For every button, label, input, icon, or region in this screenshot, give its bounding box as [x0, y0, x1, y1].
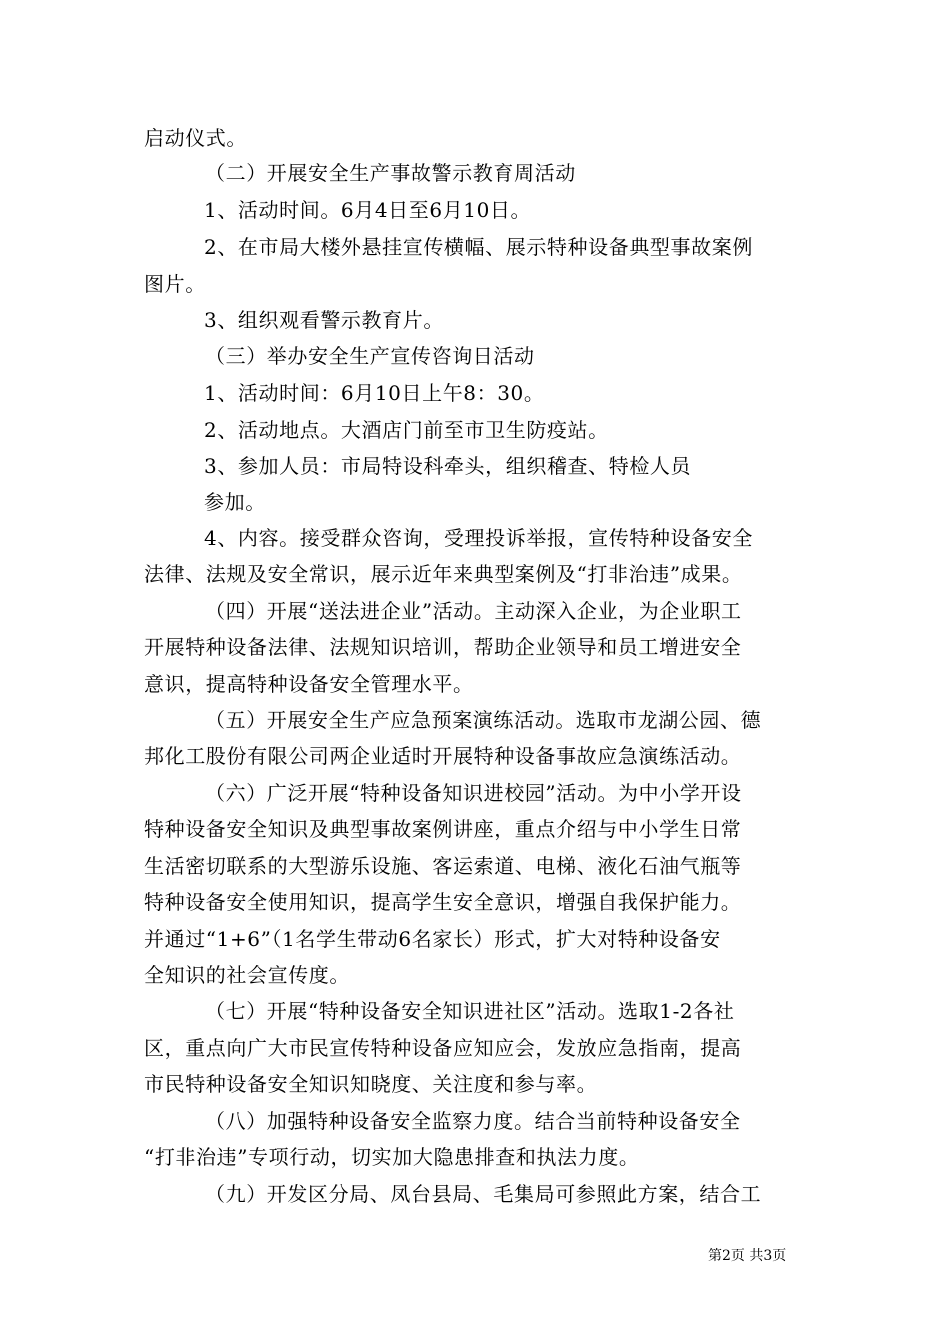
- text-line: （四）开展“送法进企业”活动。主动深入企业，为企业职工: [205, 599, 742, 623]
- text-line: “打非治违”专项行动，切实加大隐患排查和执法力度。: [144, 1145, 640, 1169]
- text-line: 区，重点向广大市民宣传特种设备应知应会，发放应急指南，提高: [144, 1036, 742, 1060]
- text-line: （九）开发区分局、凤台县局、毛集局可参照此方案，结合工: [205, 1182, 762, 1206]
- text-line: 3、组织观看警示教育片。: [204, 308, 444, 332]
- text-line: 意识，提高特种设备安全管理水平。: [144, 672, 474, 696]
- text-line: 启动仪式。: [144, 126, 247, 150]
- text-line: 生活密切联系的大型游乐设施、客运索道、电梯、液化石油气瓶等: [144, 854, 742, 878]
- text-line: 图片。: [144, 272, 206, 296]
- text-line: 开展特种设备法律、法规知识培训，帮助企业领导和员工增进安全: [144, 635, 742, 659]
- text-line: （五）开展安全生产应急预案演练活动。选取市龙湖公园、德: [205, 708, 762, 732]
- text-line: 4、内容。接受群众咨询，受理投诉举报，宣传特种设备安全: [204, 526, 753, 550]
- text-line: 2、活动地点。大酒店门前至市卫生防疫站。: [204, 418, 609, 442]
- text-line: 特种设备安全使用知识，提高学生安全意识，增强自我保护能力。: [144, 890, 742, 914]
- text-line: 1、活动时间。6月4日至6月10日。: [204, 198, 532, 222]
- text-line: （八）加强特种设备安全监察力度。结合当前特种设备安全: [205, 1109, 741, 1133]
- text-line: 邦化工股份有限公司两企业适时开展特种设备事故应急演练活动。: [144, 744, 742, 768]
- text-line: 并通过“1+6”（1名学生带动6名家长）形式，扩大对特种设备安: [144, 927, 721, 951]
- text-line: 市民特种设备安全知识知晓度、关注度和参与率。: [144, 1072, 598, 1096]
- text-line: （六）广泛开展“特种设备知识进校园”活动。为中小学开设: [205, 781, 742, 805]
- text-line: 法律、法规及安全常识，展示近年来典型案例及“打非治违”成果。: [144, 562, 743, 586]
- text-line: 1、活动时间：6月10日上午8：30。: [204, 381, 545, 405]
- page-number-footer: 第2页 共3页: [708, 1248, 787, 1264]
- text-line: 特种设备安全知识及典型事故案例讲座，重点介绍与中小学生日常: [144, 817, 742, 841]
- text-line: 全知识的社会宣传度。: [144, 963, 350, 987]
- section-heading: （二）开展安全生产事故警示教育周活动: [205, 161, 576, 185]
- section-heading: （三）举办安全生产宣传咨询日活动: [205, 344, 535, 368]
- text-line: 2、在市局大楼外悬挂宣传横幅、展示特种设备典型事故案例: [204, 235, 753, 259]
- text-line: 3、参加人员：市局特设科牵头，组织稽查、特检人员: [204, 454, 692, 478]
- text-line: （七）开展“特种设备安全知识进社区”活动。选取1-2各社: [205, 999, 735, 1023]
- text-line: 参加。: [204, 490, 266, 514]
